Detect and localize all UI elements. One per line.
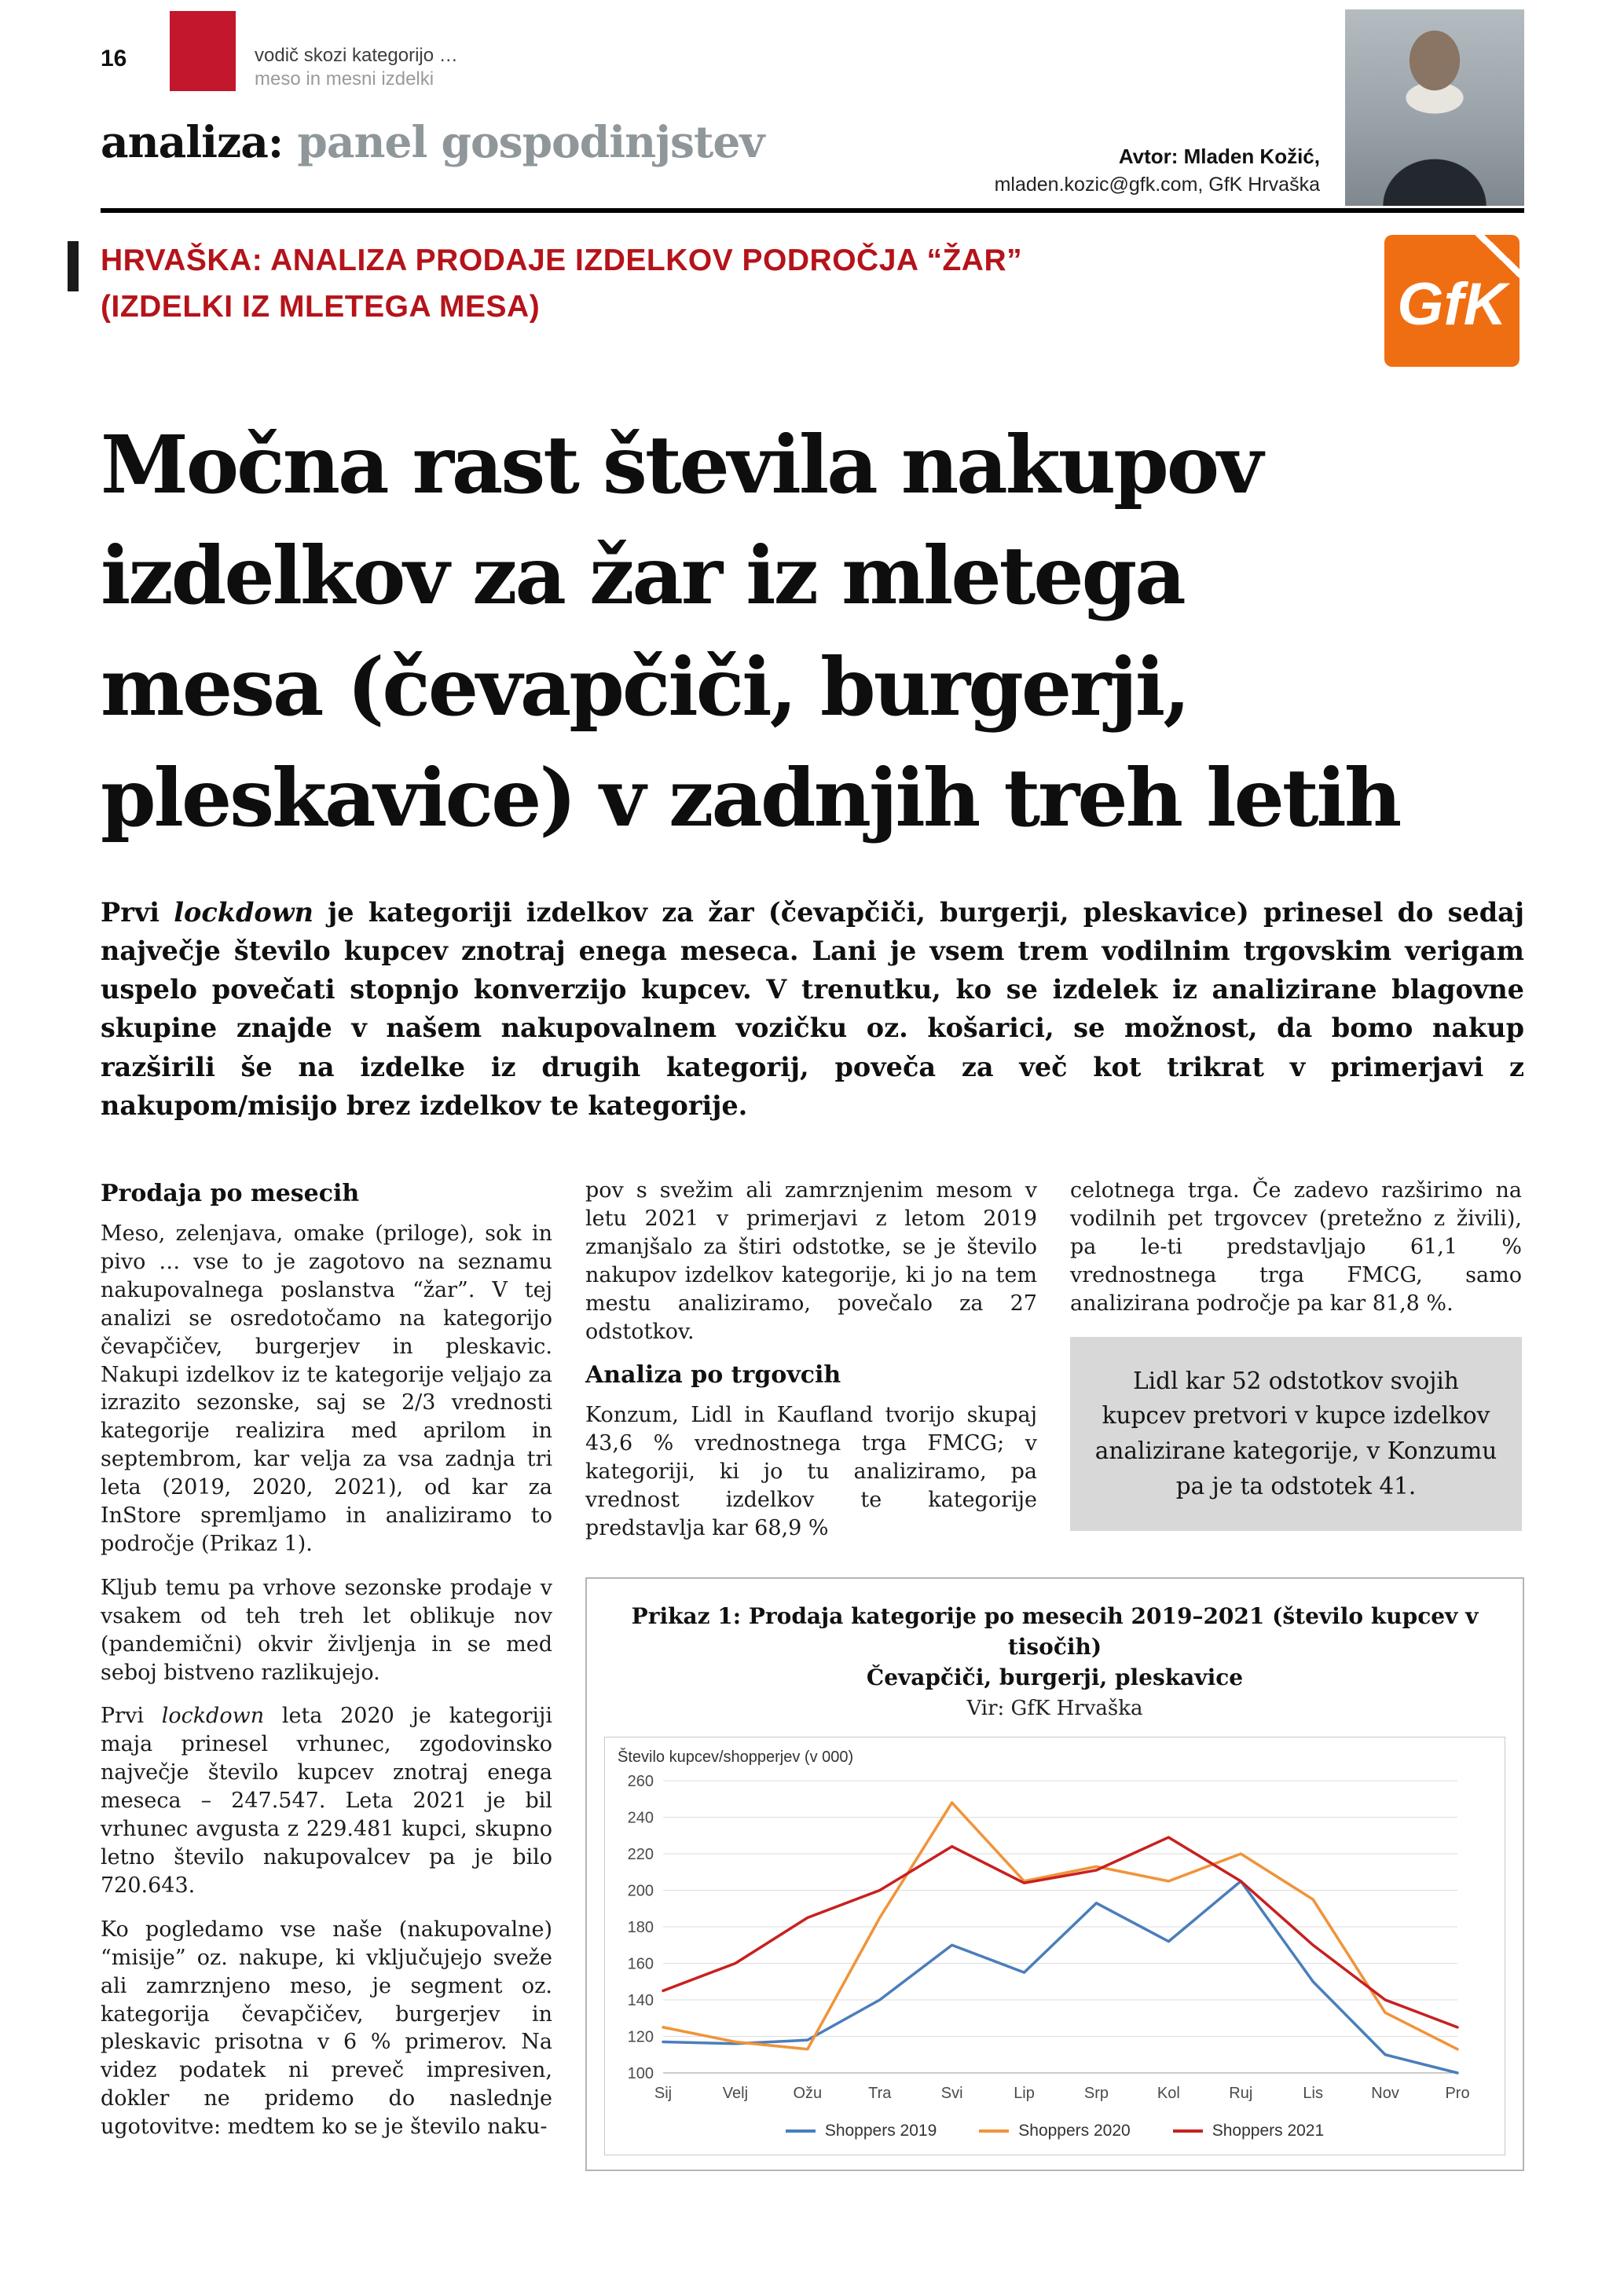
- svg-text:120: 120: [627, 2028, 654, 2045]
- legend-item: [979, 2122, 1130, 2140]
- line-chart: [613, 1770, 1473, 2107]
- series-shoppers-2021: [663, 1837, 1457, 2027]
- legend-swatch-icon: [786, 2129, 816, 2133]
- svg-text:160: 160: [627, 1955, 654, 1972]
- paragraph: Konzum, Lidl in Kaufland tvorijo skupaj 43,6 % vrednostnega trga FMCG; v kategoriji, ki jo tu analiziramo, pa vrednost izdelkov te kategorije predstavlja kar 68,9 %: [585, 1403, 1037, 1541]
- paragraph: Kljub temu pa vrhove sezonske prodaje v vsakem od teh treh let oblikuje nov (pandemični) okvir življenja in se med seboj bistveno razlikujejo.: [101, 1575, 552, 1685]
- svg-text:Pro: Pro: [1445, 2084, 1470, 2102]
- kicker-line-2: meso in mesni izdelki: [255, 68, 434, 90]
- svg-text:Lip: Lip: [1014, 2084, 1035, 2102]
- svg-text:Svi: Svi: [940, 2084, 963, 2102]
- plot-area: [604, 1737, 1505, 2155]
- svg-text:Srp: Srp: [1083, 2084, 1109, 2102]
- svg-text:Nov: Nov: [1371, 2084, 1399, 2102]
- subheading-prodaja-po-mesecih: Prodaja po mesecih: [101, 1179, 360, 1207]
- headline-line-1: Močna rast števila nakupov: [101, 418, 1261, 511]
- svg-text:260: 260: [627, 1772, 654, 1790]
- column-2: [585, 1177, 1037, 1558]
- lead-text-rest: je kategoriji izdelkov za žar (čevapčiči, burgerji, pleskavice) prinesel do sedaj največje število kupcev znotraj enega meseca. Lani je vsem trem vodilnim trgovskim verigam uspelo povečati stopnjo konverzijo kupcev. V trenutku, ko se izdelek iz analizirane blagovne skupine znajde v našem nakupovalnem vozičku oz. košarici, se možnost, da bomo nakup razširili še na izdelke iz drugih kategorij, poveča za več kot trikrat v primerjavi z nakupom/misijo brez izdelkov te kategorije.: [101, 896, 1524, 1121]
- column-1: [101, 1177, 552, 2171]
- legend-item: [1173, 2122, 1324, 2140]
- svg-text:Tra: Tra: [868, 2084, 892, 2102]
- paragraph: [101, 1702, 552, 1899]
- section-title: [101, 116, 764, 167]
- gfk-logo: [1384, 235, 1520, 367]
- svg-text:Ruj: Ruj: [1229, 2084, 1253, 2102]
- header-divider: [101, 208, 1524, 213]
- series-shoppers-2020: [663, 1802, 1457, 2049]
- svg-text:Lis: Lis: [1303, 2084, 1323, 2102]
- lead-paragraph: [101, 893, 1524, 1125]
- section-tick: [68, 241, 79, 291]
- lead-text: Prvi: [101, 896, 174, 928]
- kicker: [255, 44, 458, 91]
- category-heading: [101, 238, 1279, 330]
- svg-text:240: 240: [627, 1809, 654, 1826]
- article-head: [101, 238, 1524, 378]
- chart-subtitle: Čevapčiči, burgerji, pleskavice: [866, 1664, 1244, 1691]
- chart-title: Prikaz 1: Prodaja kategorije po mesecih 2019–2021 (število kupcev v tisočih): [631, 1602, 1479, 1661]
- series-shoppers-2019: [663, 1880, 1457, 2072]
- callout-box: Lidl kar 52 odstotkov svojih kupcev pretvori v kupce izdelkov analizirane kategorije, v Konzumu pa je ta odstotek 41.: [1070, 1337, 1522, 1531]
- legend-item: [786, 2122, 937, 2140]
- paragraph-text: Prvi: [101, 1704, 162, 1729]
- headline-line-3: mesa (čevapčiči, burgerji,: [101, 639, 1189, 734]
- legend-swatch-icon: [1173, 2129, 1203, 2133]
- gfk-logo-text: GfK: [1397, 270, 1507, 338]
- right-area: [585, 1177, 1524, 2171]
- headline-line-4: pleskavice) v zadnjih treh letih: [101, 751, 1400, 845]
- legend-label: Shoppers 2019: [824, 2121, 937, 2140]
- lockdown-italic: lockdown: [161, 1704, 265, 1729]
- svg-text:100: 100: [627, 2064, 654, 2082]
- article-body: [101, 1177, 1524, 2171]
- svg-text:Velj: Velj: [722, 2084, 749, 2102]
- paragraph: Ko pogledamo vse naše (nakupovalne) “misije” oz. nakupe, ki vključujejo sveže ali zamrznjeno meso, je segment oz. kategorija čevapčičev, burgerjev in pleskavic prisotna v 6 % primerov. Na videz podatek ni preveč impresiven, dokler ne pridemo do naslednje ugotovitve: medtem ko se je število naku-: [101, 1917, 552, 2140]
- svg-text:Ožu: Ožu: [793, 2084, 823, 2102]
- kicker-line-1: vodič skozi kategorijo …: [255, 45, 458, 66]
- svg-text:140: 140: [627, 1991, 654, 2009]
- chart-box: [585, 1577, 1524, 2171]
- section-title-panel: panel gospodinjstev: [283, 116, 764, 167]
- legend-label: Shoppers 2021: [1212, 2121, 1325, 2140]
- paragraph: Meso, zelenjava, omake (priloge), sok in pivo … vse to je zagotovo na seznamu nakupovalnega poslanstva “žar”. V tej analizi se osredotočamo na kategorijo čevapčičev, burgerjev in pleskavic. Nakupi izdelkov iz te kategorije veljajo za izrazito sezonske, saj se 2/3 vrednosti kategorije realizira med aprilom in septembrom, kar velja za vsa zadnja tri leta (2019, 2020, 2021), od kar za InStore spremljamo in analiziramo to področje (Prikaz 1).: [101, 1221, 552, 1556]
- paragraph-text: leta 2020 je kategoriji maja prinesel vrhunec, zgodovinsko največje število kupcev znotraj enega meseca – 247.547. Leta 2021 je bil vrhunec avgusta z 229.481 kupci, skupno letno število nakupovalcev pa je bilo 720.643.: [101, 1704, 552, 1898]
- legend-swatch-icon: [979, 2129, 1009, 2133]
- headline-line-2: izdelkov za žar iz mletega: [101, 529, 1184, 623]
- paragraph: pov s svežim ali zamrznjenim mesom v letu 2021 v primerjavi z letom 2019 zmanjšalo za štiri odstotke, se je število nakupov izdelkov kategorije, ki jo na tem mestu analiziramo, povečalo za 27 odstotkov.: [585, 1177, 1037, 1344]
- category-heading-line-2: (IZDELKI IZ MLETEGA MESA): [101, 289, 541, 324]
- legend-label: Shoppers 2020: [1018, 2121, 1131, 2140]
- author-name: Avtor: Mladen Kožić,: [1118, 145, 1320, 168]
- category-heading-line-1: HRVAŠKA: ANALIZA PRODAJE IZDELKOV PODROČJA “ŽAR”: [101, 244, 1023, 277]
- section-title-analiza: analiza:: [101, 116, 284, 167]
- headline: [101, 409, 1524, 854]
- y-axis-label: Število kupcev/shopperjev (v 000): [618, 1748, 854, 1766]
- author-contact: mladen.kozic@gfk.com, GfK Hrvaška: [994, 174, 1320, 196]
- svg-text:180: 180: [627, 1918, 654, 1936]
- brand-red-square-icon: [170, 11, 236, 91]
- chart-legend: [613, 2115, 1497, 2147]
- author-block: [995, 141, 1320, 198]
- chart-source: Vir: GfK Hrvaška: [966, 1696, 1143, 1720]
- subheading-analiza-po-trgovcih: Analiza po trgovcih: [585, 1361, 841, 1390]
- svg-text:Kol: Kol: [1157, 2084, 1180, 2102]
- page-number: 16: [101, 46, 127, 71]
- page-header: [101, 24, 1524, 208]
- author-photo: [1345, 9, 1524, 206]
- paragraph: celotnega trga. Če zadevo razširimo na vodilnih pet trgovcev (pretežno z živili), pa le-ti predstavljajo 61,1 % vrednostnega trga FMCG, samo analizirana področje pa kar 81,8 %.: [1070, 1177, 1522, 1316]
- svg-text:200: 200: [627, 1882, 654, 1899]
- column-3: [1070, 1177, 1522, 1558]
- svg-text:220: 220: [627, 1845, 654, 1863]
- columns-2-3: [585, 1177, 1524, 1558]
- lead-lockdown-italic: lockdown: [174, 896, 313, 928]
- svg-text:Sij: Sij: [654, 2084, 673, 2102]
